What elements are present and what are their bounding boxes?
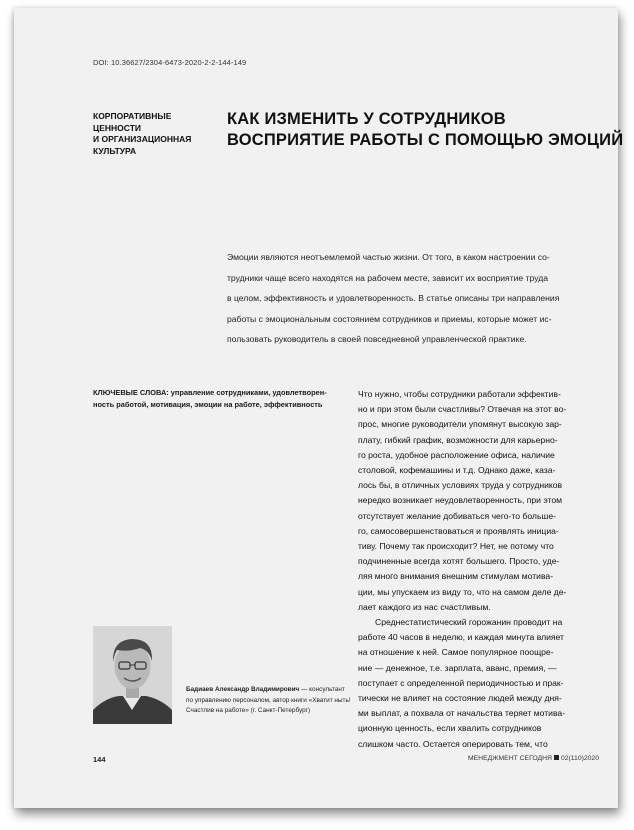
author-line [186, 685, 356, 696]
body-line: но и при этом были счастливы? Отвечая на этот во- [358, 404, 567, 415]
keywords-line: ность работой, мотивация, эмоции на работе, эффективность [93, 400, 323, 409]
body-line: прос, многие руководители упомянут высокую зар- [358, 419, 562, 430]
title-line: КАК ИЗМЕНИТЬ У СОТРУДНИКОВ [227, 110, 506, 128]
abstract-line: Эмоции являются неотъемлемой частью жизни. От того, в каком настроении со- [227, 252, 550, 262]
body-line: ние — денежное, т.е. зарплата, аванс, премия, — [358, 662, 557, 673]
author-line: по управлению персоналом, автор книги «Хватит ныть! [186, 696, 351, 704]
body-line: нередко возникает неудовлетворенность, при этом [358, 495, 563, 506]
journal-page [14, 8, 624, 808]
rubric-line: КУЛЬТУРА [93, 145, 137, 156]
journal-name: МЕНЕДЖМЕНТ СЕГОДНЯ [467, 755, 552, 762]
body-line: поступает с определенной периодичностью и прак- [358, 677, 564, 688]
rubric-line: И ОРГАНИЗАЦИОННАЯ [93, 134, 192, 144]
rubric-line: ЦЕННОСТИ [93, 122, 141, 133]
body-line: Что нужно, чтобы сотрудники работали эффектив- [358, 389, 561, 399]
body-line: ционную ценность, если хвалить сотрудников [358, 723, 542, 734]
abstract-line: трудники чаще всего находятся на рабочем месте, зависит их восприятие труда [227, 272, 549, 283]
body-line: го, самосовершенствоваться и проявлять инициа- [358, 525, 559, 536]
abstract [227, 247, 627, 350]
page-number: 144 [93, 755, 106, 764]
title-line: ВОСПРИЯТИЕ РАБОТЫ С ПОМОЩЬЮ ЭМОЦИЙ [227, 131, 624, 149]
body-line: лось бы, в отличных условиях труда у сотрудников [358, 480, 563, 491]
body-line: Среднестатистический горожанин проводит на [375, 617, 563, 628]
body-line: плату, гибкий график, возможности для карьерно- [358, 434, 558, 445]
rubric [93, 111, 218, 157]
body-line: отсутствует желание добиваться чего-то больше- [358, 510, 556, 521]
journal-issue: 02(110)2020 [560, 755, 599, 762]
author-line: Счастлив на работе» (г. Санкт-Петербург) [186, 707, 311, 715]
author-name: Бадиаев Александр Владимирович [186, 686, 300, 693]
journal-footer [454, 755, 599, 762]
body-line: го роста, удобное расположение офиса, наличие [358, 449, 555, 460]
author-role: — консультант [299, 686, 345, 693]
author-info [186, 685, 356, 717]
body-line: подчиненные всегда хотят большего. Просто, уде- [358, 556, 560, 567]
body-line: ми выплат, а похвала от начальства теряет мотива- [358, 708, 566, 719]
abstract-line: работы с эмоциональным состоянием сотрудников и приемы, которые может ис- [227, 313, 552, 324]
body-line: тически не влияет на состояние людей между дня- [358, 693, 562, 704]
abstract-line: в целом, эффективность и удовлетворенность. В статье описаны три направления [227, 293, 560, 303]
abstract-line: пользовать руководитель в своей повседневной управленческой практике. [227, 334, 527, 344]
body-line: ляя много внимания внешним стимулам мотива- [358, 571, 554, 582]
body-line: тиву. Почему так происходит? Нет, не потому что [358, 541, 554, 552]
body-line: на отношение к ней. Самое популярное поощре- [358, 647, 554, 658]
square-separator-icon [554, 755, 559, 760]
rubric-line: КОРПОРАТИВНЫЕ [93, 111, 172, 121]
keywords-line: КЛЮЧЕВЫЕ СЛОВА: управление сотрудниками, удовлетворен- [93, 388, 327, 397]
body-line: лает каждого из нас счастливым. [358, 601, 491, 612]
body-line: слишком часто. Остается оперировать тем, что [358, 738, 548, 749]
article-title [227, 109, 627, 151]
body-line: работе 40 часов в неделю, и каждая минута влияет [358, 632, 564, 643]
body-line: ции, мы упускаем из виду то, что на самом деле де- [358, 586, 567, 597]
author-photo [93, 626, 172, 724]
keywords [93, 387, 343, 411]
body-line: столовой, кофемашины и т.д. Однако даже, каза- [358, 465, 556, 476]
article-body [358, 387, 608, 752]
doi: DOI: 10.36627/2304-6473-2020-2-2-144-149 [93, 58, 247, 67]
